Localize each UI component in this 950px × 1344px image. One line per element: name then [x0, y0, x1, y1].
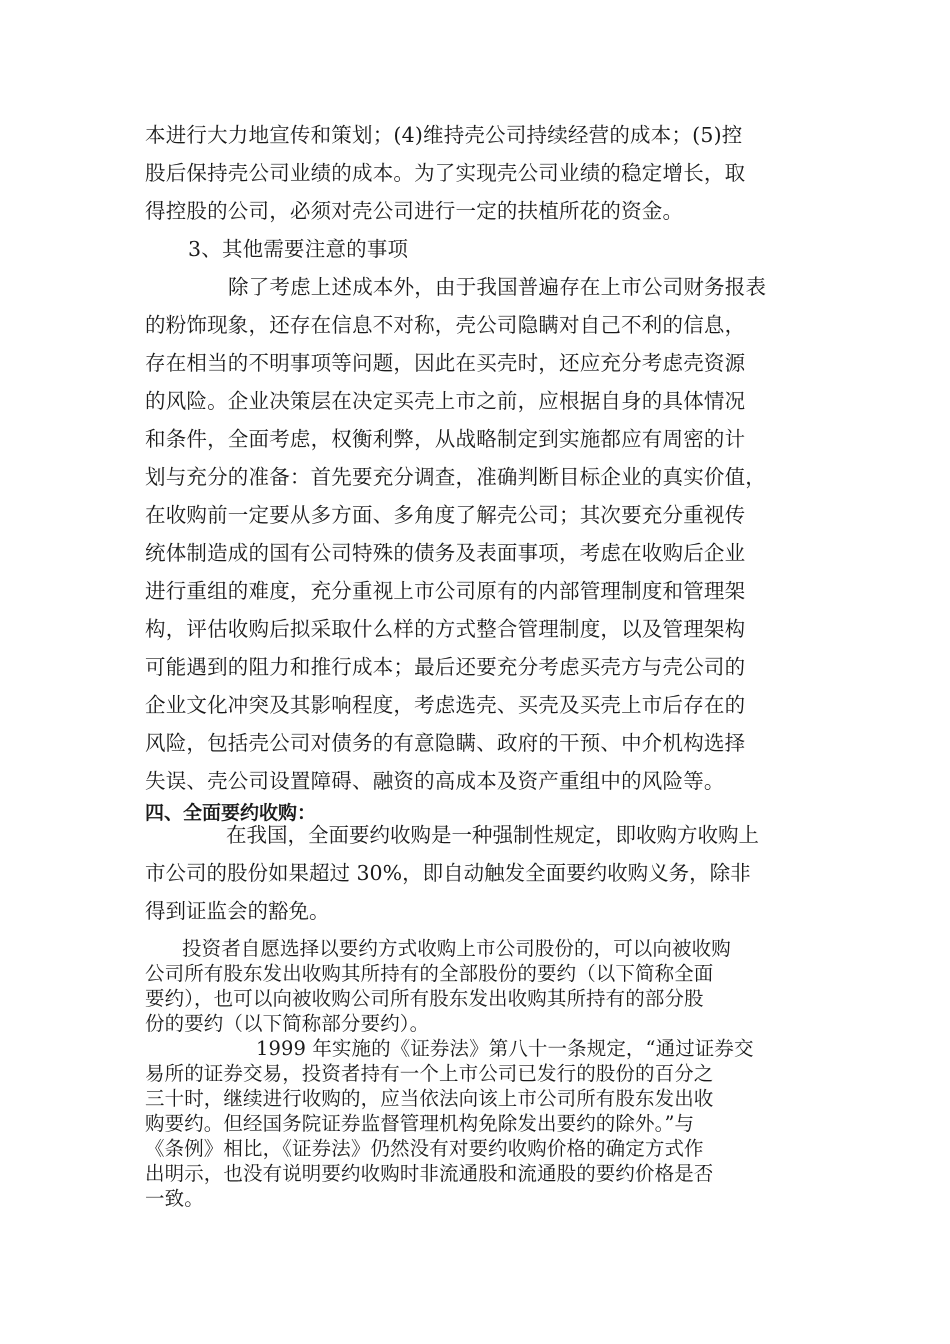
subheading: 3、其他需要注意的事项 [188, 237, 409, 261]
paragraph-line: 得控股的公司，必须对壳公司进行一定的扶植所花的资金。 [145, 199, 684, 223]
paragraph-line: 除了考虑上述成本外，由于我国普遍存在上市公司财务报表 [228, 275, 767, 299]
paragraph-line: 市公司的股份如果超过 30%，即自动触发全面要约收购义务，除非 [145, 861, 751, 885]
paragraph-line: 三十时，继续进行收购的，应当依法向该上市公司所有股东发出收 [145, 1087, 714, 1110]
paragraph-line: 要约），也可以向被收购公司所有股东发出收购其所持有的部分股 [145, 987, 704, 1010]
paragraph-line: 出明示，也没有说明要约收购时非流通股和流通股的要约价格是否 [145, 1162, 714, 1185]
paragraph-line: 失误、壳公司设置障碍、融资的高成本及资产重组中的风险等。 [145, 769, 725, 793]
paragraph-line: 得到证监会的豁免。 [145, 899, 330, 923]
paragraph-line: 在收购前一定要从多方面、多角度了解壳公司；其次要充分重视传 [145, 503, 746, 527]
paragraph-line: 的风险。企业决策层在决定买壳上市之前，应根据自身的具体情况 [145, 389, 746, 413]
paragraph-line: 的粉饰现象，还存在信息不对称，壳公司隐瞒对自己不利的信息， [145, 313, 746, 337]
paragraph-line: 可能遇到的阻力和推行成本；最后还要充分考虑买壳方与壳公司的 [145, 655, 746, 679]
paragraph-line: 企业文化冲突及其影响程度，考虑选壳、买壳及买壳上市后存在的 [145, 693, 746, 717]
paragraph-line: 易所的证券交易，投资者持有一个上市公司已发行的股份的百分之 [145, 1062, 714, 1085]
paragraph-line: 和条件，全面考虑，权衡利弊，从战略制定到实施都应有周密的计 [145, 427, 746, 451]
paragraph-line: 风险，包括壳公司对债务的有意隐瞒、政府的干预、中介机构选择 [145, 731, 746, 755]
paragraph-line: 本进行大力地宣传和策划；(4)维持壳公司持续经营的成本；(5)控 [145, 123, 743, 147]
paragraph-line: 《条例》相比，《证券法》仍然没有对要约收购价格的确定方式作 [145, 1137, 704, 1160]
paragraph-line: 份的要约（以下简称部分要约）。 [145, 1012, 430, 1035]
paragraph-line: 公司所有股东发出收购其所持有的全部股份的要约（以下简称全面 [145, 962, 714, 985]
paragraph-line: 一致。 [145, 1187, 204, 1210]
paragraph-line: 1999 年实施的《证券法》第八十一条规定，“通过证券交 [256, 1037, 754, 1060]
paragraph-line: 划与充分的准备：首先要充分调查，准确判断目标企业的真实价值， [145, 465, 766, 489]
paragraph-line: 在我国，全面要约收购是一种强制性规定，即收购方收购上 [226, 823, 759, 847]
paragraph-line: 购要约。但经国务院证券监督管理机构免除发出要约的除外。”与 [145, 1112, 695, 1135]
paragraph-line: 进行重组的难度，充分重视上市公司原有的内部管理制度和管理架 [145, 579, 746, 603]
paragraph-line: 存在相当的不明事项等问题，因此在买壳时，还应充分考虑壳资源 [145, 351, 746, 375]
section-heading: 四、全面要约收购： [145, 802, 317, 824]
paragraph-line: 投资者自愿选择以要约方式收购上市公司股份的，可以向被收购 [182, 937, 731, 960]
paragraph-line: 统体制造成的国有公司特殊的债务及表面事项，考虑在收购后企业 [145, 541, 746, 565]
paragraph-line: 构，评估收购后拟采取什么样的方式整合管理制度，以及管理架构 [145, 617, 746, 641]
paragraph-line: 股后保持壳公司业绩的成本。为了实现壳公司业绩的稳定增长，取 [145, 161, 746, 185]
